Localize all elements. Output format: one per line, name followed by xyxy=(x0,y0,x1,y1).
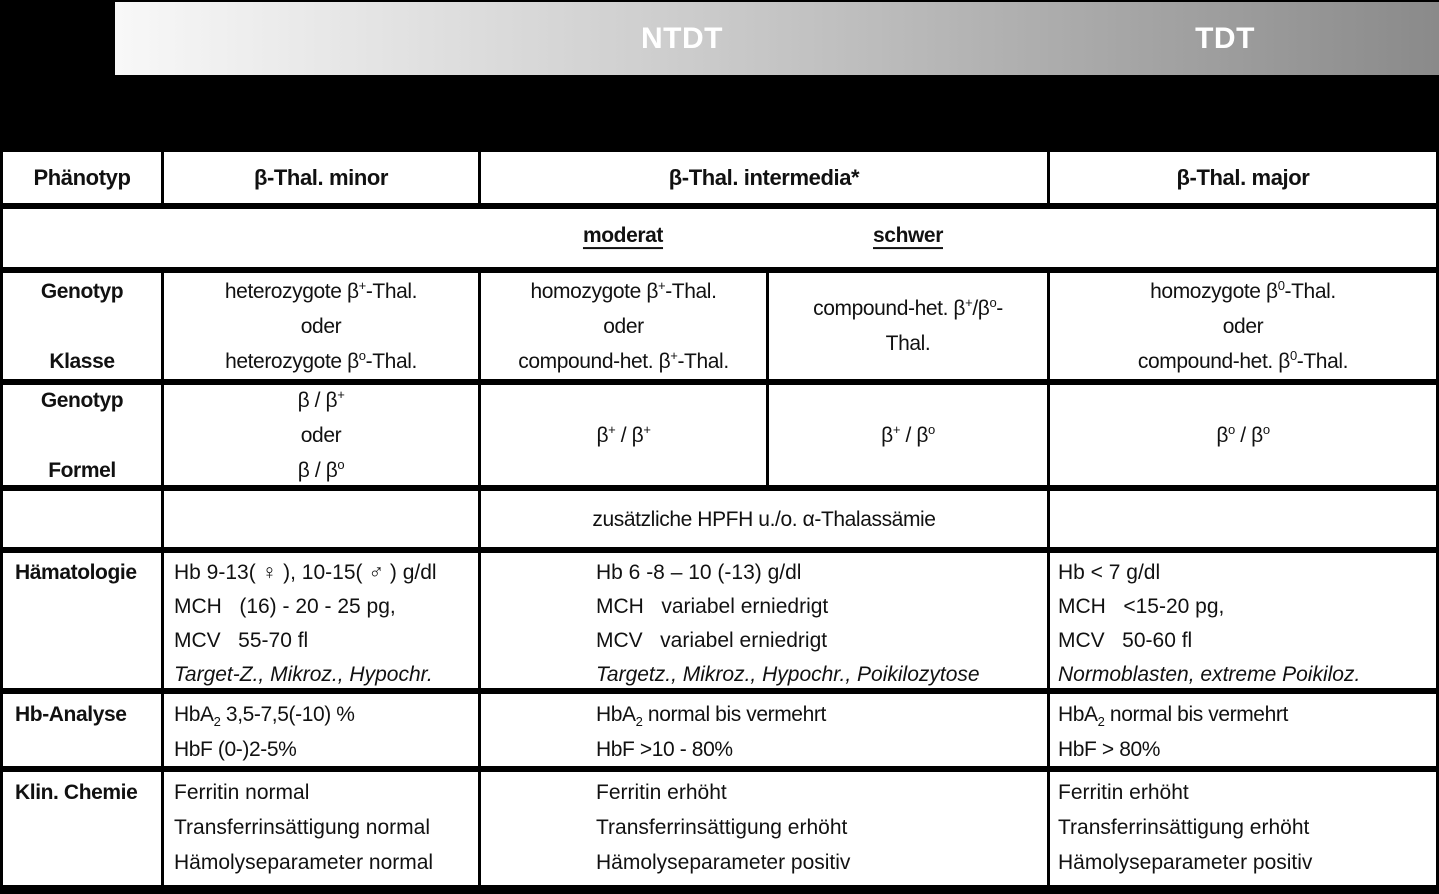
hematology-intermedia: Hb 6 -8 – 10 (-13) g/dl MCH variabel erniedrigt MCV variabel erniedrigt Targetz., Mikroz., Hypochr., Poikilozytose xyxy=(478,553,1047,688)
modifier-minor-cell-empty xyxy=(161,491,478,547)
genotype-formula-major: $\beta^o / \beta^o$ xyxy=(1047,385,1436,485)
clinical-chemistry-major: Ferritin erhöht Transferrinsättigung erhöht Hämolyseparameter positiv xyxy=(1047,772,1436,885)
modifier-row xyxy=(0,488,1439,550)
modifier-label-cell-empty xyxy=(3,491,161,547)
genotype-class-intermedia-moderat: homozygote β+-Thal. oder compound-het. β+-Thal. xyxy=(478,273,766,379)
hematology-minor: Hb 9-13( ♀ ), 10-15( ♂ ) g/dl MCH (16) - 20 - 25 pg, MCV 55-70 fl Target-Z., Mikroz., Hypochr. xyxy=(161,553,478,688)
genotype-formula-intermedia-moderat: β+ / β+ xyxy=(478,385,766,485)
clinical-chemistry-intermedia: Ferritin erhöht Transferrinsättigung erhöht Hämolyseparameter positiv xyxy=(478,772,1047,885)
phenotype-major-header: β-Thal. major xyxy=(1047,152,1436,203)
hematology-row xyxy=(0,550,1439,691)
phenotype-header-row xyxy=(0,149,1439,206)
modifier-major-cell-empty xyxy=(1047,491,1436,547)
hematology-row-label: Hämatologie xyxy=(15,561,137,584)
clinical-chemistry-minor: Ferritin normal Transferrinsättigung normal Hämolyseparameter normal xyxy=(161,772,478,885)
gradient-banner xyxy=(115,2,1439,75)
genotype-class-row xyxy=(0,270,1439,382)
genotype-formula-row xyxy=(0,382,1439,488)
hematology-major: Hb < 7 g/dl MCH <15-20 pg, MCV 50-60 fl Normoblasten, extreme Poikiloz. xyxy=(1047,553,1436,688)
hb-analysis-major: HbA$_2$ normal bis vermehrt HbF > 80% xyxy=(1047,694,1436,766)
genotype-class-row-label: Genotyp Klasse xyxy=(40,279,124,373)
genotype-formula-minor: β / β+ oder β / $\beta^o$ xyxy=(161,385,478,485)
genotype-class-intermedia-schwer: compound-het. $\beta^+/\beta^o-$ Thal. xyxy=(766,273,1047,379)
clinical-chemistry-row xyxy=(0,769,1439,888)
hb-analysis-row-label: Hb-Analyse xyxy=(15,703,127,726)
genotype-class-minor: heterozygote β+-Thal. oder heterozygote $\beta^o$-Thal. xyxy=(161,273,478,379)
severity-schwer-label: schwer xyxy=(873,224,943,248)
phenotype-intermedia-header: β-Thal. intermedia* xyxy=(478,152,1047,203)
hb-analysis-minor: HbA$_2$ 3,5-7,5(-10) % HbF (0-)2-5% xyxy=(161,694,478,766)
genotype-class-major: homozygote $\beta^0$-Thal. oder compound-het. $\beta^0$-Thal. xyxy=(1047,273,1436,379)
hb-analysis-row xyxy=(0,691,1439,769)
genotype-formula-intermedia-schwer: $\beta^+ / \beta^o$ xyxy=(766,385,1047,485)
banner-label-ntdt: NTDT xyxy=(641,21,723,55)
phenotype-row-label: Phänotyp xyxy=(33,164,131,190)
severity-row xyxy=(0,206,1439,270)
genotype-formula-row-label: Genotyp Formel xyxy=(40,388,124,482)
hb-analysis-intermedia: HbA$_2$ normal bis vermehrt HbF >10 - 80% xyxy=(478,694,1047,766)
severity-cell xyxy=(3,209,1436,267)
severity-moderat-label: moderat xyxy=(582,224,664,248)
phenotype-minor-header: β-Thal. minor xyxy=(161,152,478,203)
banner-label-tdt: TDT xyxy=(1195,21,1255,55)
clinical-chemistry-row-label: Klin. Chemie xyxy=(15,781,138,804)
modifier-intermedia: zusätzliche HPFH u./o. α-Thalassämie xyxy=(478,491,1047,547)
